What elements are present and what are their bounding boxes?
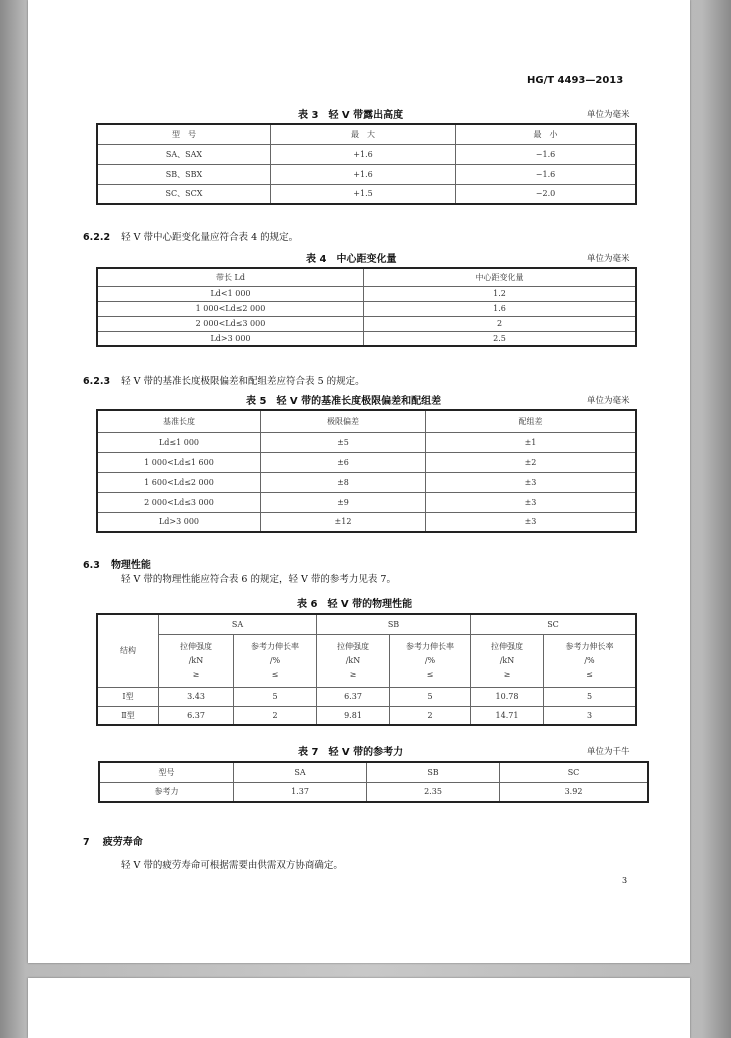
table5-cell: ±2	[426, 452, 637, 472]
table5-cell: ±8	[261, 472, 426, 492]
section-number: 6.2.2	[83, 232, 111, 243]
table5-cell: ±3	[426, 512, 637, 532]
table4-cell: Ld<1 000	[97, 286, 364, 301]
table7-header: SA	[234, 762, 367, 782]
table5-cell: ±3	[426, 472, 637, 492]
table4-cell: 1.2	[364, 286, 637, 301]
table6-cell: Ⅱ型	[97, 706, 159, 725]
table3-header: 型 号	[97, 124, 271, 144]
section-6-2-2	[83, 225, 298, 244]
table6-subheader: 拉伸强度 /kN ≥	[159, 634, 234, 687]
table7-caption: 表 7 轻 V 带的参考力	[298, 747, 404, 758]
table6-cell: 10.78	[471, 687, 544, 706]
table5-cell: ±9	[261, 492, 426, 512]
table5-header: 配组差	[426, 410, 637, 432]
table5-cell: 1 600<Ld≤2 000	[97, 472, 261, 492]
table7-header: SB	[367, 762, 500, 782]
table5-cell: 2 000<Ld≤3 000	[97, 492, 261, 512]
section-title: 物理性能	[110, 560, 151, 571]
table3-cell: SA、SAX	[97, 144, 271, 164]
table4-caption: 表 4 中心距变化量	[306, 254, 397, 265]
table5-header: 极限偏差	[261, 410, 426, 432]
table7-header: SC	[500, 762, 649, 782]
table3	[96, 123, 637, 205]
table4-cell: Ld>3 000	[97, 331, 364, 346]
table4-cell: 1 000<Ld≤2 000	[97, 301, 364, 316]
section-7-text: 轻 V 带的疲劳寿命可根据需要由供需双方协商确定。	[121, 860, 343, 871]
table5-header: 基准长度	[97, 410, 261, 432]
standard-number: HG/T 4493—2013	[527, 75, 624, 86]
table6-header: 结构	[97, 614, 159, 687]
table6-subheader: 参考力伸长率 /% ≤	[234, 634, 317, 687]
table6-cell: 3.43	[159, 687, 234, 706]
table5	[96, 409, 637, 533]
table6-cell: 9.81	[317, 706, 390, 725]
page-number: 3	[622, 876, 628, 885]
next-page	[28, 978, 690, 1038]
section-title: 疲劳寿命	[102, 837, 143, 848]
table3-cell: −2.0	[456, 184, 637, 204]
table6-subheader: 参考力伸长率 /% ≤	[544, 634, 637, 687]
table3-cell: −1.6	[456, 144, 637, 164]
table6-cell: 5	[390, 687, 471, 706]
table3-caption: 表 3 轻 V 带露出高度	[298, 110, 404, 121]
table6-group: SA	[159, 614, 317, 634]
table6-group: SB	[317, 614, 471, 634]
document-page	[28, 0, 690, 963]
section-6-2-3	[83, 369, 365, 388]
table7	[98, 761, 649, 803]
table7-unit: 单位为千牛	[587, 747, 630, 757]
table7-cell: 3.92	[500, 782, 649, 802]
table6-cell: 5	[234, 687, 317, 706]
table3-unit: 单位为毫米	[587, 110, 630, 120]
table6-cell: Ⅰ型	[97, 687, 159, 706]
table3-cell: −1.6	[456, 164, 637, 184]
table4-header: 中心距变化量	[364, 268, 637, 286]
table4-cell: 2 000<Ld≤3 000	[97, 316, 364, 331]
table6-subheader: 拉伸强度 /kN ≥	[471, 634, 544, 687]
table3-header: 最 大	[271, 124, 456, 144]
table5-cell: ±6	[261, 452, 426, 472]
table4-unit: 单位为毫米	[587, 254, 630, 264]
table5-cell: ±5	[261, 432, 426, 452]
table5-cell: ±1	[426, 432, 637, 452]
table6-subheader: 拉伸强度 /kN ≥	[317, 634, 390, 687]
table4-header: 带长 Ld	[97, 268, 364, 286]
table3-cell: SB、SBX	[97, 164, 271, 184]
section-7-heading	[83, 830, 143, 849]
table6-cell: 2	[390, 706, 471, 725]
section-text: 轻 V 带的基准长度极限偏差和配组差应符合表 5 的规定。	[121, 376, 365, 387]
table3-header: 最 小	[456, 124, 637, 144]
table6	[96, 613, 637, 726]
table4-cell: 2.5	[364, 331, 637, 346]
table4	[96, 267, 637, 347]
table6-cell: 6.37	[159, 706, 234, 725]
section-text: 轻 V 带中心距变化量应符合表 4 的规定。	[121, 232, 299, 243]
table3-cell: +1.6	[271, 144, 456, 164]
section-6-3-text: 轻 V 带的物理性能应符合表 6 的规定，轻 V 带的参考力见表 7。	[121, 574, 396, 585]
section-6-3-heading	[83, 553, 151, 572]
table5-cell: 1 000<Ld≤1 600	[97, 452, 261, 472]
table6-cell: 6.37	[317, 687, 390, 706]
table4-cell: 1.6	[364, 301, 637, 316]
table5-cell: ±3	[426, 492, 637, 512]
table6-cell: 5	[544, 687, 637, 706]
table4-cell: 2	[364, 316, 637, 331]
table3-cell: SC、SCX	[97, 184, 271, 204]
section-number: 6.2.3	[83, 376, 111, 387]
table6-cell: 14.71	[471, 706, 544, 725]
table5-unit: 单位为毫米	[587, 396, 630, 406]
table3-cell: +1.5	[271, 184, 456, 204]
table7-cell: 1.37	[234, 782, 367, 802]
table6-caption: 表 6 轻 V 带的物理性能	[297, 599, 413, 610]
table7-cell: 2.35	[367, 782, 500, 802]
table6-cell: 2	[234, 706, 317, 725]
section-number: 7	[83, 837, 90, 848]
table5-caption: 表 5 轻 V 带的基准长度极限偏差和配组差	[246, 396, 442, 407]
table7-cell: 参考力	[99, 782, 234, 802]
table6-group: SC	[471, 614, 637, 634]
table6-cell: 3	[544, 706, 637, 725]
table3-cell: +1.6	[271, 164, 456, 184]
table6-subheader: 参考力伸长率 /% ≤	[390, 634, 471, 687]
table5-cell: Ld>3 000	[97, 512, 261, 532]
table7-header: 型号	[99, 762, 234, 782]
section-number: 6.3	[83, 560, 100, 571]
table5-cell: Ld≤1 000	[97, 432, 261, 452]
table5-cell: ±12	[261, 512, 426, 532]
